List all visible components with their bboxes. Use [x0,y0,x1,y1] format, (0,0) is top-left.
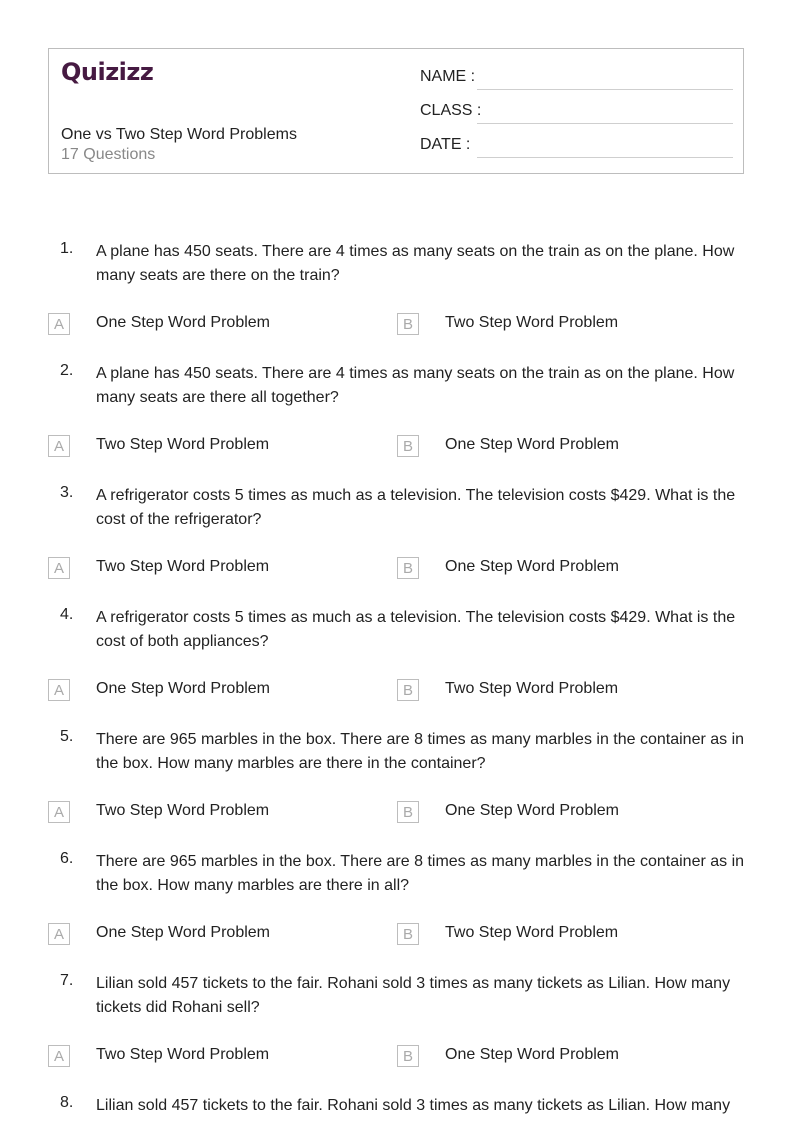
question-number: 5. [60,728,74,745]
date-label: DATE : [420,136,471,153]
question-text: Lilian sold 457 tickets to the fair. Rohani sold 3 times as many tickets as Lilian. How many [96,1097,731,1114]
option-b-text[interactable]: One Step Word Problem [445,802,620,819]
question-number: 7. [60,972,74,989]
question-text: A plane has 450 seats. There are 4 times as many seats on the train as on the plane. How many seats are there all together? [96,365,735,406]
question-text: A refrigerator costs 5 times as much as a television. The television costs $429. What is the cost of the refrigerator? [96,487,736,528]
option-a-text[interactable]: One Step Word Problem [96,680,271,697]
option-b-marker[interactable]: B [397,435,419,457]
option-a-text[interactable]: One Step Word Problem [96,314,271,331]
option-b-marker[interactable]: B [397,801,419,823]
option-a-marker[interactable]: A [48,679,70,701]
option-a-text[interactable]: Two Step Word Problem [96,802,270,819]
name-field[interactable] [477,89,733,90]
option-b-text[interactable]: One Step Word Problem [445,436,620,453]
question-number: 4. [60,606,74,623]
question-text: There are 965 marbles in the box. There are 8 times as many marbles in the container as in the box. How many marbles are there in the container? [96,731,745,772]
quizizz-logo: Quizizz [61,58,154,86]
option-b-text[interactable]: One Step Word Problem [445,558,620,575]
name-label: NAME : [420,68,476,85]
question-text: A plane has 450 seats. There are 4 times as many seats on the train as on the plane. How many seats are there on the train? [96,243,735,284]
date-field[interactable] [477,157,733,158]
question-text: Lilian sold 457 tickets to the fair. Rohani sold 3 times as many tickets as Lilian. How many tickets did Rohani sell? [96,975,731,1016]
option-a-marker[interactable]: A [48,923,70,945]
option-b-text[interactable]: One Step Word Problem [445,1046,620,1063]
question-number: 1. [60,240,74,257]
option-a-marker[interactable]: A [48,435,70,457]
option-a-text[interactable]: Two Step Word Problem [96,558,270,575]
question-number: 3. [60,484,74,501]
option-b-marker[interactable]: B [397,923,419,945]
option-b-text[interactable]: Two Step Word Problem [445,680,619,697]
option-a-marker[interactable]: A [48,557,70,579]
question-text: A refrigerator costs 5 times as much as a television. The television costs $429. What is the cost of both appliances? [96,609,736,650]
option-b-marker[interactable]: B [397,313,419,335]
question-number: 2. [60,362,74,379]
class-label: CLASS : [420,102,482,119]
option-a-marker[interactable]: A [48,313,70,335]
option-b-text[interactable]: Two Step Word Problem [445,924,619,941]
option-b-text[interactable]: Two Step Word Problem [445,314,619,331]
class-field[interactable] [477,123,733,124]
option-a-text[interactable]: Two Step Word Problem [96,436,270,453]
question-text: There are 965 marbles in the box. There are 8 times as many marbles in the container as in the box. How many marbles are there in all? [96,853,745,894]
question-number: 6. [60,850,74,867]
option-b-marker[interactable]: B [397,679,419,701]
option-a-text[interactable]: Two Step Word Problem [96,1046,270,1063]
option-a-marker[interactable]: A [48,1045,70,1067]
option-b-marker[interactable]: B [397,1045,419,1067]
option-b-marker[interactable]: B [397,557,419,579]
question-count: 17 Questions [61,146,156,163]
worksheet-header [48,48,744,174]
worksheet-title: One vs Two Step Word Problems [61,126,297,143]
option-a-text[interactable]: One Step Word Problem [96,924,271,941]
option-a-marker[interactable]: A [48,801,70,823]
question-number: 8. [60,1094,74,1111]
